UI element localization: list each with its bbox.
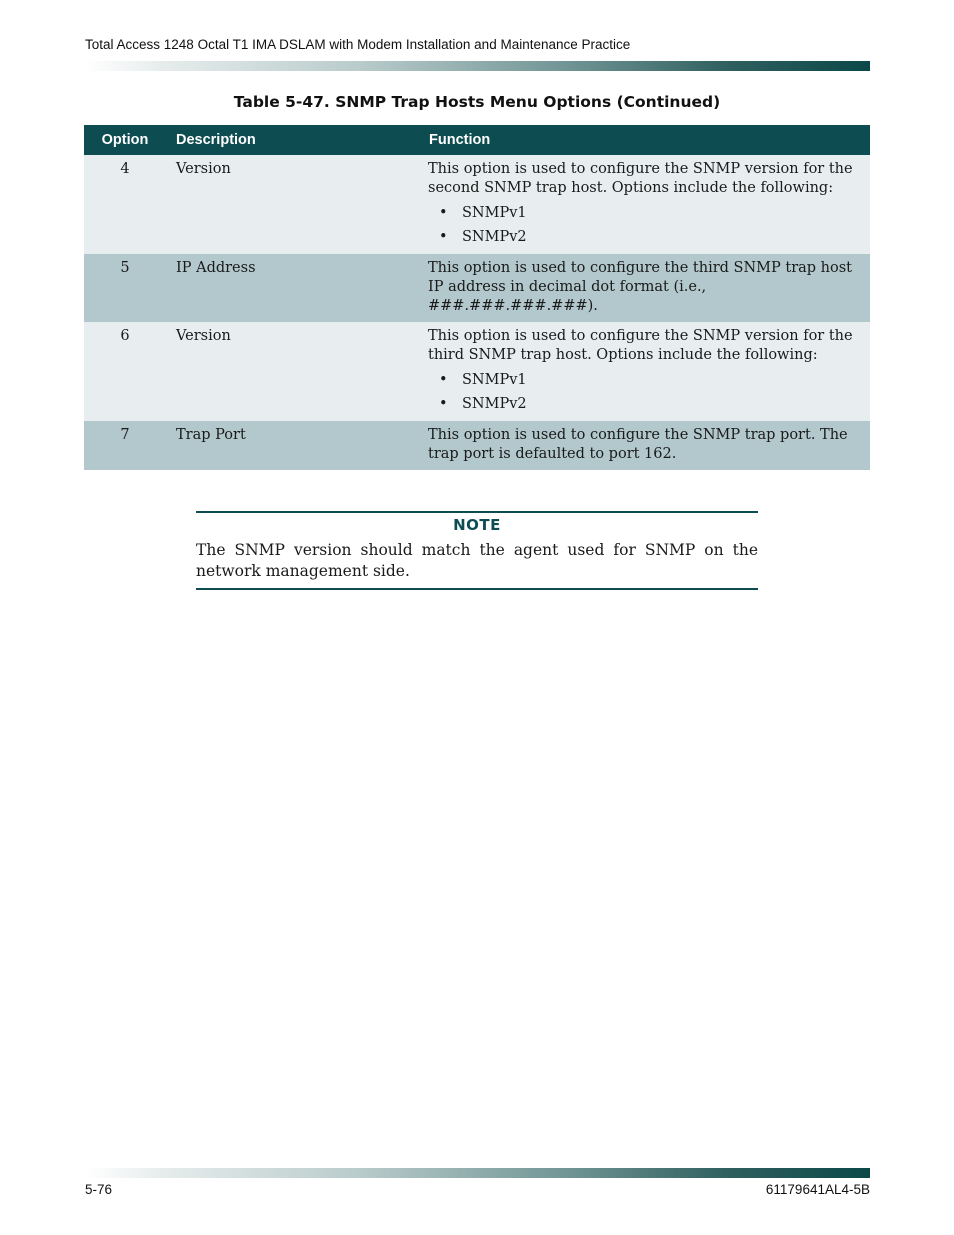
function-cell xyxy=(419,322,870,421)
page-number: 5-76 xyxy=(85,1182,113,1197)
function-cell xyxy=(419,421,870,470)
function-text: This option is used to configure the SNMP version for the second SNMP trap host. Options include the following: xyxy=(428,161,853,196)
function-text: This option is used to configure the third SNMP trap host IP address in decimal dot format (i.e., ###.###.###.###). xyxy=(428,260,853,314)
column-header-option: Option xyxy=(84,125,166,155)
bullet-text: SNMPv1 xyxy=(462,205,527,221)
table-row xyxy=(84,421,870,470)
bullet-text: SNMPv1 xyxy=(462,372,527,388)
option-cell: 7 xyxy=(84,421,166,470)
header-rule-bar xyxy=(85,61,870,71)
table-row xyxy=(84,155,870,254)
function-cell xyxy=(419,155,870,254)
bullet-item xyxy=(428,368,858,392)
bullet-item xyxy=(428,392,858,416)
column-header-function: Function xyxy=(419,125,870,155)
document-number: 61179641AL4-5B xyxy=(765,1182,870,1197)
running-header-title: Total Access 1248 Octal T1 IMA DSLAM with Modem Installation and Maintenance Practice xyxy=(85,37,631,52)
description-cell: Trap Port xyxy=(166,421,419,470)
bullet-glyph: • xyxy=(439,229,448,245)
bullet-glyph: • xyxy=(439,205,448,221)
table-row xyxy=(84,254,870,322)
bullet-text: SNMPv2 xyxy=(462,229,527,245)
bullet-text: SNMPv2 xyxy=(462,396,527,412)
function-text: This option is used to configure the SNMP trap port. The trap port is defaulted to port 162. xyxy=(428,427,848,462)
note-box xyxy=(196,511,758,590)
option-cell: 6 xyxy=(84,322,166,421)
description-cell: Version xyxy=(166,155,419,254)
footer-rule-bar xyxy=(85,1168,870,1178)
bullet-glyph: • xyxy=(439,396,448,412)
table-header-row xyxy=(84,125,870,155)
option-cell: 5 xyxy=(84,254,166,322)
column-header-description: Description xyxy=(166,125,419,155)
note-title: NOTE xyxy=(453,516,501,534)
table-caption: Table 5-47. SNMP Trap Hosts Menu Options (Continued) xyxy=(233,93,721,111)
note-text: The SNMP version should match the agent used for SNMP on the network management side. xyxy=(196,541,758,580)
options-bullet-list xyxy=(428,201,858,249)
function-cell xyxy=(419,254,870,322)
description-cell: Version xyxy=(166,322,419,421)
option-cell: 4 xyxy=(84,155,166,254)
bullet-glyph: • xyxy=(439,372,448,388)
options-bullet-list xyxy=(428,368,858,416)
description-cell: IP Address xyxy=(166,254,419,322)
snmp-trap-hosts-table xyxy=(84,125,870,470)
bullet-item xyxy=(428,225,858,249)
table-row xyxy=(84,322,870,421)
function-text: This option is used to configure the SNMP version for the third SNMP trap host. Options include the following: xyxy=(428,328,853,363)
bullet-item xyxy=(428,201,858,225)
